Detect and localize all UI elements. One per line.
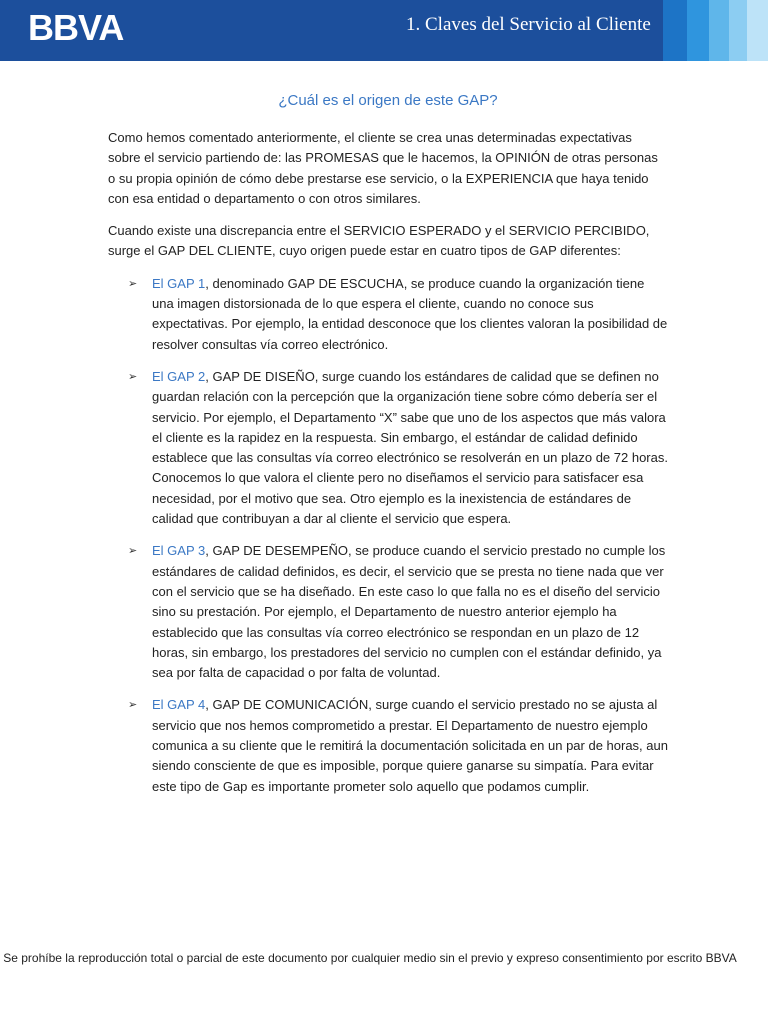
list-item-gap-4 [108, 695, 668, 796]
header-title: 1. Claves del Servicio al Cliente [406, 14, 651, 35]
header-stripe [687, 0, 709, 61]
gap-label: El GAP 3 [152, 543, 206, 559]
header-stripe [663, 0, 687, 61]
gap-text: , GAP DE COMUNICACIÓN, surge cuando el servicio prestado no se ajusta al servicio que nos hemos comprometido a prestar. El Departamento de nuestro ejemplo comunica a su cliente que le remitirá la documentación solicitada en un par de horas, aun siendo consciente de que es imposible, porque quiere ganarse su simpatía. Para evitar este tipo de Gap es importante prometer solo aquello que podamos cumplir. [152, 697, 668, 794]
header-stripe [729, 0, 747, 61]
gap-text: , GAP DE DESEMPEÑO, se produce cuando el servicio prestado no cumple los estándares de calidad definidos, es decir, el servicio que se presta no tiene nada que ver con el servicio que se ha diseñado. En este caso lo que falla no es el diseño del servicio sino su prestación. Por ejemplo, el Departamento de nuestro anterior ejemplo ha establecido que las consultas vía correo electrónico se respondan en un plazo de 12 horas, sin embargo, los prestadores del servicio no cumplen con el estándar definido, ya sea por falta de capacidad o por falta de voluntad. [152, 543, 666, 681]
arrow-bullet-icon: ➢ [128, 277, 138, 290]
page-header [0, 0, 768, 61]
gap-label: El GAP 4 [152, 697, 206, 713]
gap-text: , GAP DE DISEÑO, surge cuando los estándares de calidad que se definen no guardan relación con la percepción que la organización tiene sobre cómo debería ser el servicio. Por ejemplo, el Departamento “X” sabe que uno de los aspectos que más valora el cliente es la rapidez en la respuesta. Sin embargo, el estándar de calidad definido establece que las consultas vía correo electrónico se resolverán en un plazo de 72 horas. Conocemos lo que valora el cliente pero no diseñamos el servicio para satisfacer esa necesidad, por el motivo que sea. Otro ejemplo es la inexistencia de estándares de calidad que contribuyan a dar al cliente el servicio que espera. [152, 368, 668, 527]
discrepancy-paragraph: Cuando existe una discrepancia entre el SERVICIO ESPERADO y el SERVICIO PERCIBIDO, surge el GAP DEL CLIENTE, cuyo origen puede estar en cuatro tipos de GAP diferentes: [108, 223, 650, 259]
gap-text: , denominado GAP DE ESCUCHA, se produce cuando la organización tiene una imagen distorsionada de lo que espera el cliente, cuando no conoce sus expectativas. Por ejemplo, la entidad desconoce que los clientes valoran la posibilidad de resolver consultas vía correo electrónico. [152, 275, 668, 352]
copyright-footer: Se prohíbe la reproducción total o parcial de este documento por cualquier medio sin el previo y expreso consentimiento por escrito BBVA [3, 951, 737, 965]
section-heading: ¿Cuál es el origen de este GAP? [278, 92, 498, 109]
bbva-logo: BBVA [28, 7, 124, 48]
gap-list [108, 274, 668, 797]
gap-label: El GAP 2 [152, 368, 206, 384]
arrow-bullet-icon: ➢ [128, 370, 138, 383]
intro-paragraph: Como hemos comentado anteriormente, el cliente se crea unas determinadas expectativas sobre el servicio partiendo de: las PROMESAS que le hacemos, la OPINIÓN de otras personas o su propia opinión de cómo debe prestarse ese servicio, o la EXPERIENCIA que haya tenido con esa entidad o departamento o con otros similares. [108, 130, 658, 206]
document-body [108, 90, 668, 809]
header-stripe [747, 0, 768, 61]
header-stripe [709, 0, 729, 61]
list-item-gap-1 [108, 274, 668, 355]
arrow-bullet-icon: ➢ [128, 545, 138, 558]
list-item-gap-3 [108, 541, 668, 683]
list-item-gap-2 [108, 367, 668, 529]
gap-label: El GAP 1 [152, 275, 206, 291]
arrow-bullet-icon: ➢ [128, 699, 138, 712]
